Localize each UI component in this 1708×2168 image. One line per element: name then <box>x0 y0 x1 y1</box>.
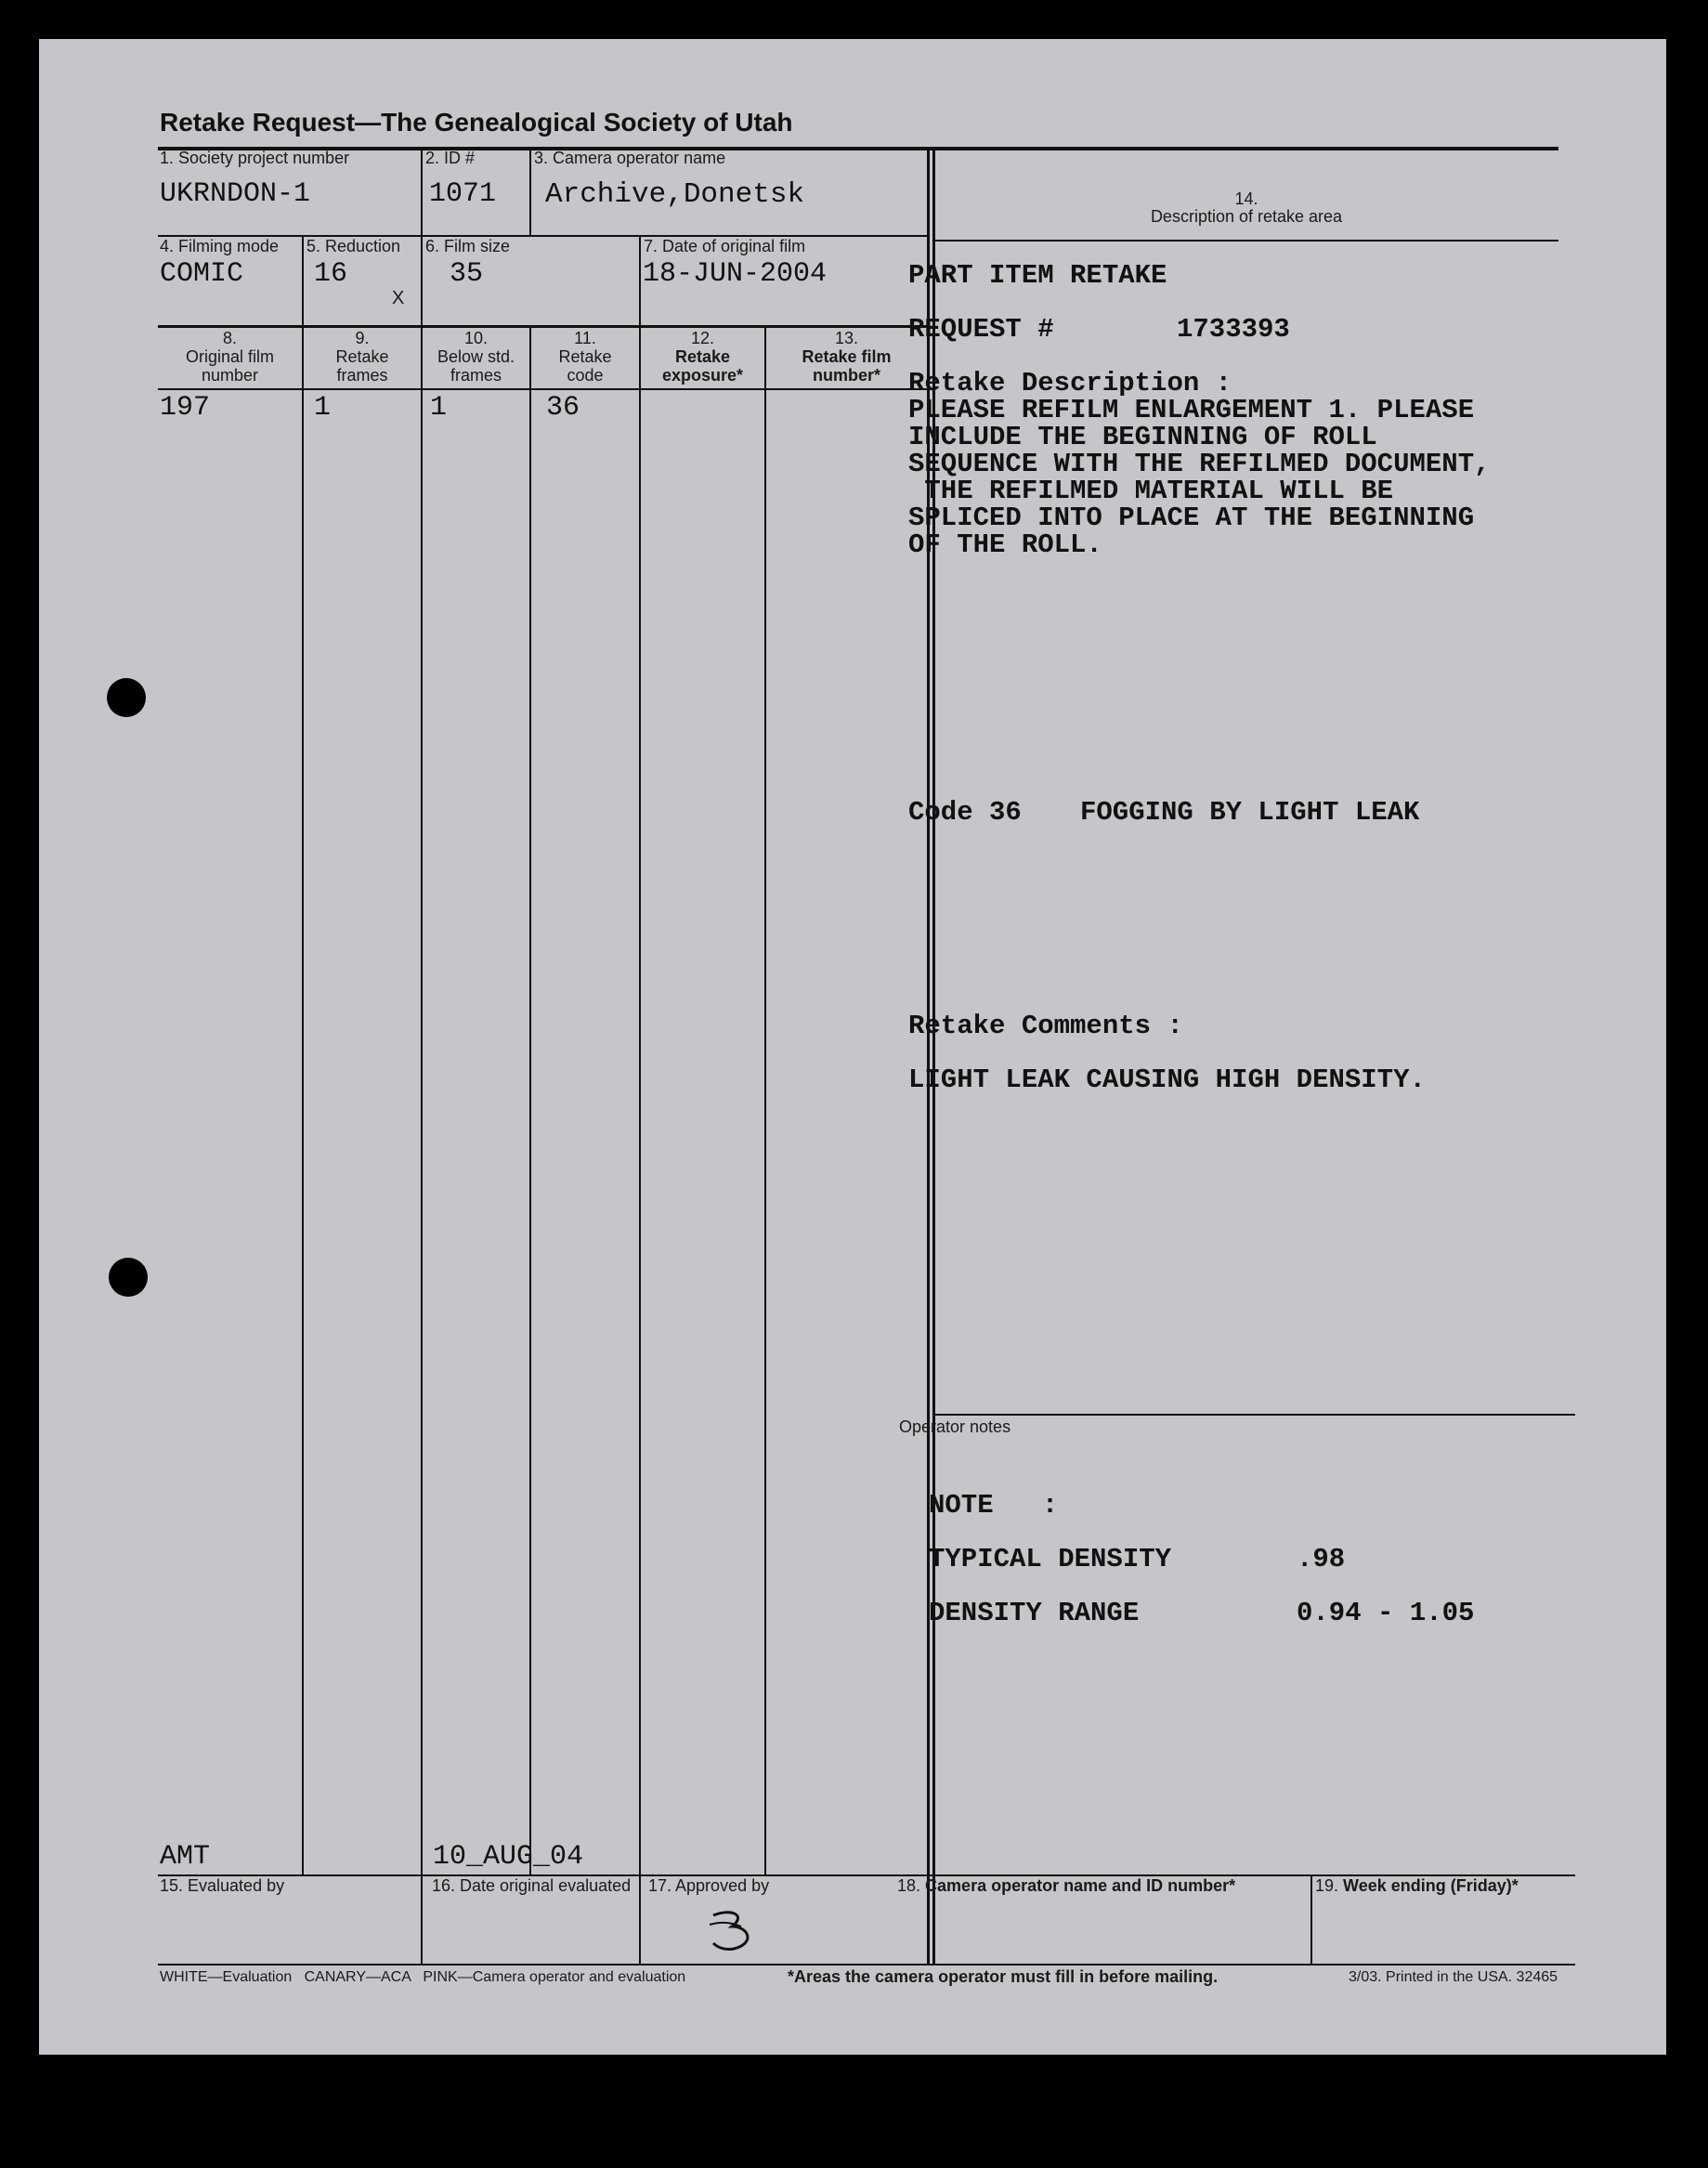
description-area-label: Description of retake area <box>1150 207 1343 226</box>
retake-code-description: FOGGING BY LIGHT LEAK <box>1080 797 1420 828</box>
id-label: 2. ID # <box>425 149 476 167</box>
desc-line: SEQUENCE WITH THE REFILMED DOCUMENT, <box>908 449 1491 479</box>
part-item-retake: PART ITEM RETAKE <box>908 260 1167 291</box>
operator-name-label: 3. Camera operator name <box>534 149 726 167</box>
notes-rule <box>934 1414 1575 1416</box>
form-sheet <box>39 39 1666 2055</box>
retake-comments-text: LIGHT LEAK CAUSING HIGH DENSITY. <box>908 1064 1426 1095</box>
description-area-number: 14. <box>1234 189 1258 208</box>
approved-by-label: 17. Approved by <box>648 1876 770 1895</box>
filming-mode-value: COMIC <box>160 258 244 290</box>
col-div-2 <box>421 325 423 1966</box>
film-size-label: 6. Film size <box>425 237 511 255</box>
cell-below-std-frames: 1 <box>430 392 448 424</box>
col-header-10: 10. Below std. frames <box>437 329 515 385</box>
col-div-5 <box>764 325 766 1874</box>
col-header-12: 12. Retake exposure* <box>661 329 744 385</box>
note-heading: NOTE : <box>929 1490 1059 1521</box>
col-div-4 <box>639 325 641 1966</box>
desc-line: INCLUDE THE BEGINNING OF ROLL <box>908 422 1377 452</box>
project-number-value: UKRNDON-1 <box>160 178 311 210</box>
retake-comments-heading: Retake Comments : <box>908 1011 1183 1041</box>
row2-div-c <box>639 235 641 325</box>
request-label: REQUEST # <box>908 314 1054 345</box>
desc-line: OF THE ROLL. <box>908 529 1102 560</box>
typical-density-label: TYPICAL DENSITY <box>929 1544 1172 1574</box>
density-range-value: 0.94 - 1.05 <box>1297 1598 1475 1628</box>
desc-line: SPLICED INTO PLACE AT THE BEGINNING <box>908 503 1475 533</box>
col-div-3 <box>529 325 531 1874</box>
film-size-value: 35 <box>450 258 484 290</box>
punch-hole-top <box>107 678 146 717</box>
cell-retake-code: 36 <box>546 392 580 424</box>
date-evaluated-label: 16. Date original evaluated <box>432 1876 632 1895</box>
punch-hole-bottom <box>109 1258 148 1297</box>
retake-code-label: Code 36 <box>908 797 1022 828</box>
id-value: 1071 <box>429 178 497 210</box>
col-div-1 <box>302 325 304 1874</box>
retake-description-heading: Retake Description : <box>908 368 1232 398</box>
print-info: 3/03. Printed in the USA. 32465 <box>1349 1969 1558 1985</box>
evaluated-by-label: 15. Evaluated by <box>160 1876 285 1895</box>
row2-bottom-rule <box>158 325 929 328</box>
date-evaluated-value: 10_AUG_04 <box>433 1841 584 1873</box>
col-header-9: 9. Retake frames <box>335 329 389 385</box>
reduction-label: 5. Reduction <box>306 237 401 255</box>
copy-distribution: WHITE—Evaluation CANARY—ACA PINK—Camera operator and evaluation <box>160 1969 686 1985</box>
cell-retake-frames: 1 <box>314 392 332 424</box>
original-film-date-label: 7. Date of original film <box>644 237 806 255</box>
typical-density-value: .98 <box>1297 1544 1346 1574</box>
footer-rule <box>158 1964 1575 1966</box>
camera-operator-id-label: 18. Camera operator name and ID number* <box>897 1876 1236 1895</box>
row2-div-b <box>421 235 423 325</box>
desc-line: THE REFILMED MATERIAL WILL BE <box>908 476 1394 506</box>
title-rule <box>158 147 1558 150</box>
operator-name-value: Archive,Donetsk <box>545 178 805 211</box>
request-number: 1733393 <box>1177 314 1290 345</box>
form-title: Retake Request—The Genealogical Society of Utah <box>160 108 793 137</box>
bottom-div-19 <box>1310 1874 1312 1966</box>
table-header-rule <box>158 388 929 390</box>
operator-notes-label: Operator notes <box>899 1417 1011 1436</box>
reduction-x: X <box>392 288 405 308</box>
original-film-date-value: 18-JUN-2004 <box>643 258 828 290</box>
desc-line: PLEASE REFILM ENLARGEMENT 1. PLEASE <box>908 395 1475 425</box>
project-number-label: 1. Society project number <box>160 149 350 167</box>
row2-div-a <box>302 235 304 325</box>
col-header-8: 8. Original film number <box>185 329 275 385</box>
reduction-value: 16 <box>314 258 348 290</box>
cell-original-film-number: 197 <box>160 392 211 424</box>
col-header-13: 13. Retake film number* <box>802 329 892 385</box>
operator-fill-note: *Areas the camera operator must fill in before mailing. <box>788 1967 1219 1986</box>
approved-by-initials <box>704 1906 760 1958</box>
density-range-label: DENSITY RANGE <box>929 1598 1140 1628</box>
filming-mode-label: 4. Filming mode <box>160 237 280 255</box>
col-header-11: 11. Retake code <box>558 329 612 385</box>
row1-div-b <box>529 149 531 235</box>
row1-div-a <box>421 149 423 235</box>
evaluated-by-value: AMT <box>160 1841 211 1873</box>
desc-header-rule <box>934 240 1558 242</box>
week-ending-label: 19. Week ending (Friday)* <box>1315 1876 1519 1895</box>
